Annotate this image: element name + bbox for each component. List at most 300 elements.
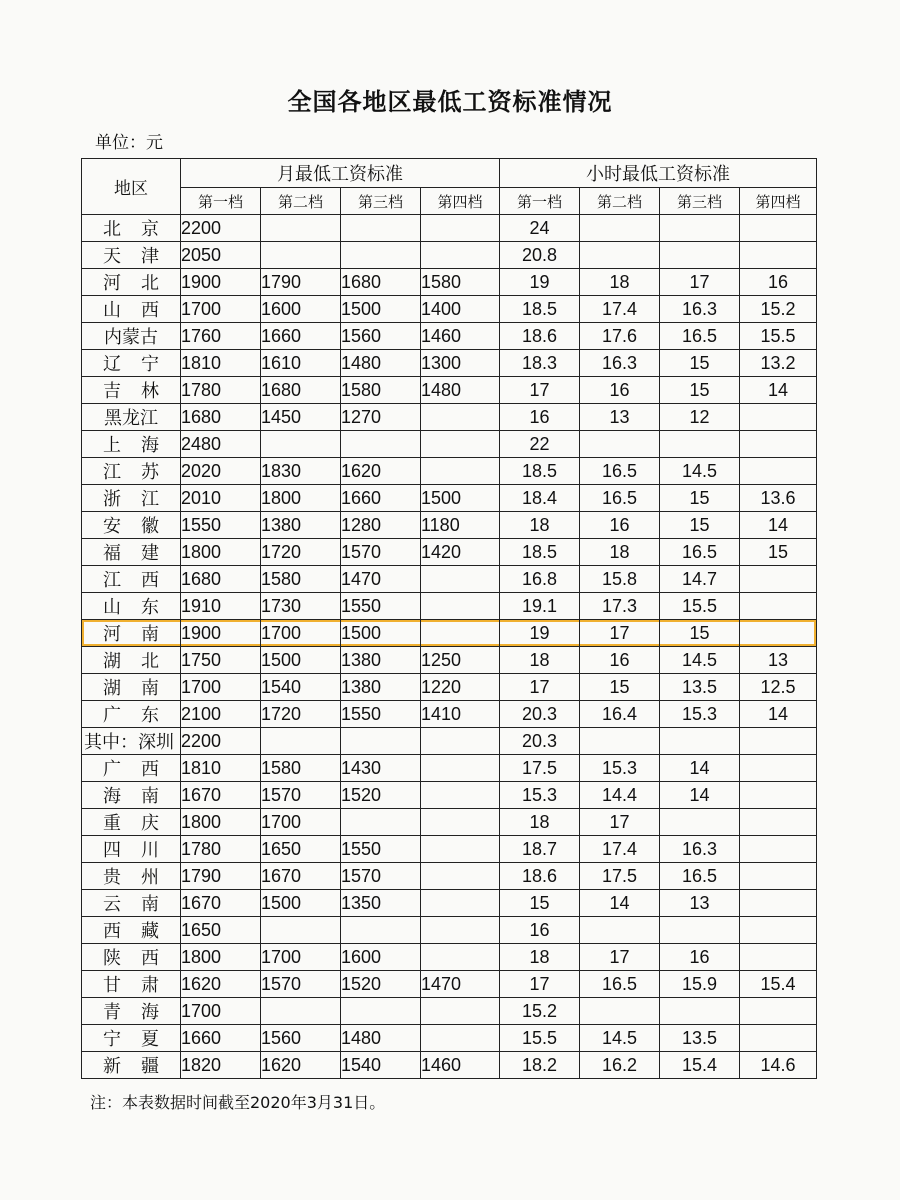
monthly-tier-4-cell xyxy=(421,836,500,863)
hourly-tier-1-cell: 17 xyxy=(500,674,580,701)
hourly-tier-3-cell: 15 xyxy=(660,485,740,512)
hourly-tier-1-cell: 18.5 xyxy=(500,539,580,566)
region-cell: 贵州 xyxy=(82,863,181,890)
hourly-tier-4-cell xyxy=(740,836,817,863)
monthly-tier-4-cell: 1400 xyxy=(421,296,500,323)
hourly-tier-4-cell xyxy=(740,998,817,1025)
region-cell: 天津 xyxy=(82,242,181,269)
hourly-tier-2-cell xyxy=(580,728,660,755)
monthly-tier-3-cell: 1480 xyxy=(341,350,421,377)
region-cell: 上海 xyxy=(82,431,181,458)
hourly-tier-2-cell: 16.4 xyxy=(580,701,660,728)
monthly-tier-1-cell: 1780 xyxy=(181,836,261,863)
hourly-tier-1-cell: 15.2 xyxy=(500,998,580,1025)
monthly-tier-3-cell: 1380 xyxy=(341,647,421,674)
hourly-tier-4-cell: 14 xyxy=(740,701,817,728)
monthly-tier-3-cell: 1500 xyxy=(341,620,421,647)
table-row xyxy=(82,728,817,755)
monthly-group-header: 月最低工资标准 xyxy=(181,159,500,188)
hourly-tier-4-cell xyxy=(740,566,817,593)
hourly-tier-4-cell: 15.5 xyxy=(740,323,817,350)
region-cell: 广东 xyxy=(82,701,181,728)
monthly-tier-1-cell: 1780 xyxy=(181,377,261,404)
region-cell: 新疆 xyxy=(82,1052,181,1079)
unit-label: 单位：元 xyxy=(95,133,163,153)
hourly-tier-2-cell: 13 xyxy=(580,404,660,431)
hourly-tier-1-cell: 24 xyxy=(500,215,580,242)
monthly-tier-1-cell: 1650 xyxy=(181,917,261,944)
table-row xyxy=(82,458,817,485)
table-row xyxy=(82,836,817,863)
hourly-tier-4-cell: 14.6 xyxy=(740,1052,817,1079)
monthly-tier-1-cell: 1900 xyxy=(181,620,261,647)
monthly-tier-4-header: 第四档 xyxy=(421,188,500,215)
monthly-tier-1-cell: 2200 xyxy=(181,728,261,755)
monthly-tier-3-cell: 1470 xyxy=(341,566,421,593)
monthly-tier-3-cell: 1540 xyxy=(341,1052,421,1079)
hourly-tier-1-cell: 15.3 xyxy=(500,782,580,809)
hourly-tier-4-cell: 15.4 xyxy=(740,971,817,998)
monthly-tier-3-cell xyxy=(341,242,421,269)
hourly-tier-3-cell: 15 xyxy=(660,350,740,377)
monthly-tier-4-cell: 1220 xyxy=(421,674,500,701)
monthly-tier-4-cell xyxy=(421,728,500,755)
monthly-tier-2-cell: 1720 xyxy=(261,701,341,728)
monthly-tier-3-cell: 1550 xyxy=(341,836,421,863)
region-cell: 其中：深圳 xyxy=(82,728,181,755)
monthly-tier-2-cell: 1680 xyxy=(261,377,341,404)
hourly-tier-3-cell: 16.5 xyxy=(660,539,740,566)
monthly-tier-3-cell: 1380 xyxy=(341,674,421,701)
hourly-tier-4-cell: 16 xyxy=(740,269,817,296)
monthly-tier-4-cell xyxy=(421,998,500,1025)
hourly-tier-2-cell: 16 xyxy=(580,647,660,674)
hourly-tier-3-header: 第三档 xyxy=(660,188,740,215)
hourly-tier-4-cell xyxy=(740,593,817,620)
hourly-tier-2-cell: 14 xyxy=(580,890,660,917)
region-cell: 青海 xyxy=(82,998,181,1025)
monthly-tier-2-cell: 1660 xyxy=(261,323,341,350)
hourly-tier-1-cell: 17 xyxy=(500,971,580,998)
monthly-tier-1-cell: 1670 xyxy=(181,890,261,917)
region-cell: 西藏 xyxy=(82,917,181,944)
monthly-tier-2-cell: 1500 xyxy=(261,890,341,917)
table-row xyxy=(82,1052,817,1079)
table-row xyxy=(82,296,817,323)
monthly-tier-3-cell: 1520 xyxy=(341,782,421,809)
monthly-tier-2-cell: 1670 xyxy=(261,863,341,890)
monthly-tier-1-cell: 2200 xyxy=(181,215,261,242)
monthly-tier-1-cell: 2010 xyxy=(181,485,261,512)
table-row xyxy=(82,377,817,404)
monthly-tier-3-cell: 1350 xyxy=(341,890,421,917)
monthly-tier-4-cell xyxy=(421,782,500,809)
monthly-tier-4-cell: 1300 xyxy=(421,350,500,377)
region-cell: 河北 xyxy=(82,269,181,296)
monthly-tier-2-header: 第二档 xyxy=(261,188,341,215)
hourly-tier-2-cell: 17 xyxy=(580,944,660,971)
table-row xyxy=(82,1025,817,1052)
region-cell: 辽宁 xyxy=(82,350,181,377)
table-row xyxy=(82,404,817,431)
hourly-tier-2-cell: 15 xyxy=(580,674,660,701)
monthly-tier-1-cell: 1760 xyxy=(181,323,261,350)
hourly-tier-1-cell: 17 xyxy=(500,377,580,404)
monthly-tier-2-cell: 1600 xyxy=(261,296,341,323)
monthly-tier-1-cell: 1820 xyxy=(181,1052,261,1079)
monthly-tier-3-cell: 1570 xyxy=(341,539,421,566)
hourly-tier-4-cell xyxy=(740,215,817,242)
monthly-tier-4-cell: 1470 xyxy=(421,971,500,998)
region-cell: 吉林 xyxy=(82,377,181,404)
monthly-tier-4-cell: 1480 xyxy=(421,377,500,404)
monthly-tier-4-cell: 1580 xyxy=(421,269,500,296)
monthly-tier-3-cell: 1570 xyxy=(341,863,421,890)
region-cell: 山西 xyxy=(82,296,181,323)
hourly-tier-2-cell: 15.3 xyxy=(580,755,660,782)
hourly-tier-1-cell: 20.3 xyxy=(500,701,580,728)
footnote: 注：本表数据时间截至2020年3月31日。 xyxy=(90,1093,386,1112)
hourly-tier-3-cell: 15.3 xyxy=(660,701,740,728)
hourly-tier-4-cell: 15 xyxy=(740,539,817,566)
hourly-tier-3-cell: 16.5 xyxy=(660,863,740,890)
hourly-tier-3-cell: 16.5 xyxy=(660,323,740,350)
region-cell: 广西 xyxy=(82,755,181,782)
hourly-tier-1-cell: 16 xyxy=(500,917,580,944)
table-row xyxy=(82,620,817,647)
monthly-tier-3-cell xyxy=(341,998,421,1025)
region-cell: 陕西 xyxy=(82,944,181,971)
hourly-tier-4-cell xyxy=(740,809,817,836)
hourly-tier-2-cell: 17.6 xyxy=(580,323,660,350)
monthly-tier-3-cell xyxy=(341,215,421,242)
monthly-tier-2-cell: 1380 xyxy=(261,512,341,539)
monthly-tier-3-cell: 1560 xyxy=(341,323,421,350)
monthly-tier-4-cell: 1410 xyxy=(421,701,500,728)
hourly-tier-2-cell: 16 xyxy=(580,512,660,539)
monthly-tier-1-cell: 1800 xyxy=(181,809,261,836)
hourly-tier-3-cell xyxy=(660,215,740,242)
monthly-tier-2-cell: 1700 xyxy=(261,944,341,971)
monthly-tier-1-cell: 2100 xyxy=(181,701,261,728)
monthly-tier-1-cell: 1700 xyxy=(181,674,261,701)
hourly-tier-1-cell: 18 xyxy=(500,944,580,971)
hourly-tier-1-cell: 19 xyxy=(500,620,580,647)
hourly-tier-3-cell: 14 xyxy=(660,782,740,809)
monthly-tier-2-cell xyxy=(261,728,341,755)
hourly-tier-3-cell: 13.5 xyxy=(660,1025,740,1052)
region-cell: 河南 xyxy=(82,620,181,647)
region-cell: 安徽 xyxy=(82,512,181,539)
monthly-tier-1-cell: 2020 xyxy=(181,458,261,485)
monthly-tier-2-cell: 1570 xyxy=(261,971,341,998)
region-cell: 内蒙古 xyxy=(82,323,181,350)
table-row xyxy=(82,917,817,944)
table-row xyxy=(82,755,817,782)
monthly-tier-1-cell: 1800 xyxy=(181,944,261,971)
hourly-tier-3-cell: 15 xyxy=(660,377,740,404)
monthly-tier-4-cell: 1500 xyxy=(421,485,500,512)
hourly-tier-3-cell: 15.9 xyxy=(660,971,740,998)
monthly-tier-4-cell xyxy=(421,944,500,971)
hourly-tier-1-cell: 19.1 xyxy=(500,593,580,620)
table-row xyxy=(82,944,817,971)
hourly-tier-3-cell: 12 xyxy=(660,404,740,431)
hourly-tier-2-cell: 14.4 xyxy=(580,782,660,809)
monthly-tier-1-cell: 1670 xyxy=(181,782,261,809)
hourly-tier-1-cell: 18 xyxy=(500,809,580,836)
monthly-tier-1-cell: 1790 xyxy=(181,863,261,890)
monthly-tier-1-cell: 1550 xyxy=(181,512,261,539)
hourly-tier-4-cell xyxy=(740,1025,817,1052)
monthly-tier-4-cell: 1420 xyxy=(421,539,500,566)
hourly-tier-4-cell xyxy=(740,944,817,971)
hourly-tier-4-cell: 14 xyxy=(740,377,817,404)
hourly-tier-2-header: 第二档 xyxy=(580,188,660,215)
monthly-tier-2-cell: 1730 xyxy=(261,593,341,620)
hourly-tier-4-cell xyxy=(740,782,817,809)
table-row xyxy=(82,350,817,377)
monthly-tier-2-cell xyxy=(261,431,341,458)
hourly-tier-2-cell xyxy=(580,917,660,944)
hourly-tier-4-cell xyxy=(740,242,817,269)
hourly-tier-1-cell: 16.8 xyxy=(500,566,580,593)
monthly-tier-1-cell: 1900 xyxy=(181,269,261,296)
hourly-tier-3-cell: 15 xyxy=(660,512,740,539)
monthly-tier-3-cell: 1270 xyxy=(341,404,421,431)
region-cell: 北京 xyxy=(82,215,181,242)
monthly-tier-3-cell xyxy=(341,917,421,944)
hourly-tier-4-cell: 13.6 xyxy=(740,485,817,512)
table-row xyxy=(82,242,817,269)
monthly-tier-2-cell: 1540 xyxy=(261,674,341,701)
hourly-tier-2-cell: 17 xyxy=(580,620,660,647)
hourly-tier-2-cell: 16.3 xyxy=(580,350,660,377)
monthly-tier-3-cell: 1550 xyxy=(341,701,421,728)
hourly-tier-2-cell xyxy=(580,431,660,458)
monthly-tier-1-cell: 1910 xyxy=(181,593,261,620)
hourly-tier-1-cell: 18.6 xyxy=(500,863,580,890)
monthly-tier-4-cell xyxy=(421,917,500,944)
monthly-tier-3-cell: 1550 xyxy=(341,593,421,620)
hourly-tier-2-cell: 16.5 xyxy=(580,485,660,512)
monthly-tier-1-cell: 1700 xyxy=(181,296,261,323)
hourly-tier-2-cell: 17.3 xyxy=(580,593,660,620)
hourly-tier-3-cell: 16.3 xyxy=(660,836,740,863)
monthly-tier-4-cell xyxy=(421,809,500,836)
hourly-tier-3-cell xyxy=(660,998,740,1025)
hourly-tier-3-cell: 14.5 xyxy=(660,458,740,485)
region-cell: 福建 xyxy=(82,539,181,566)
hourly-tier-1-cell: 18.3 xyxy=(500,350,580,377)
region-cell: 江西 xyxy=(82,566,181,593)
hourly-tier-1-cell: 18.5 xyxy=(500,458,580,485)
monthly-tier-3-cell xyxy=(341,431,421,458)
monthly-tier-3-cell: 1600 xyxy=(341,944,421,971)
hourly-tier-2-cell xyxy=(580,998,660,1025)
hourly-tier-1-cell: 18.6 xyxy=(500,323,580,350)
hourly-tier-1-cell: 18.4 xyxy=(500,485,580,512)
monthly-tier-2-cell: 1720 xyxy=(261,539,341,566)
hourly-tier-3-cell xyxy=(660,809,740,836)
hourly-tier-4-cell xyxy=(740,458,817,485)
hourly-tier-3-cell xyxy=(660,728,740,755)
hourly-tier-1-cell: 15.5 xyxy=(500,1025,580,1052)
hourly-tier-1-cell: 18 xyxy=(500,512,580,539)
monthly-tier-2-cell: 1650 xyxy=(261,836,341,863)
table-row xyxy=(82,431,817,458)
table-row xyxy=(82,701,817,728)
monthly-tier-2-cell: 1620 xyxy=(261,1052,341,1079)
monthly-tier-4-cell: 1250 xyxy=(421,647,500,674)
monthly-tier-4-cell xyxy=(421,1025,500,1052)
hourly-tier-4-cell xyxy=(740,620,817,647)
hourly-tier-3-cell: 14.7 xyxy=(660,566,740,593)
region-cell: 山东 xyxy=(82,593,181,620)
region-cell: 湖北 xyxy=(82,647,181,674)
hourly-tier-4-cell xyxy=(740,917,817,944)
table-row xyxy=(82,809,817,836)
hourly-tier-3-cell: 17 xyxy=(660,269,740,296)
table-row xyxy=(82,782,817,809)
region-cell: 湖南 xyxy=(82,674,181,701)
hourly-tier-3-cell: 13 xyxy=(660,890,740,917)
monthly-tier-2-cell xyxy=(261,215,341,242)
region-cell: 重庆 xyxy=(82,809,181,836)
monthly-tier-2-cell: 1610 xyxy=(261,350,341,377)
monthly-tier-4-cell xyxy=(421,890,500,917)
region-cell: 江苏 xyxy=(82,458,181,485)
hourly-tier-2-cell: 16.2 xyxy=(580,1052,660,1079)
monthly-tier-3-cell xyxy=(341,728,421,755)
monthly-tier-3-cell: 1660 xyxy=(341,485,421,512)
table-row xyxy=(82,512,817,539)
hourly-tier-3-cell: 14.5 xyxy=(660,647,740,674)
hourly-tier-2-cell: 18 xyxy=(580,539,660,566)
hourly-tier-4-cell: 15.2 xyxy=(740,296,817,323)
monthly-tier-1-cell: 1660 xyxy=(181,1025,261,1052)
table-row xyxy=(82,971,817,998)
hourly-tier-1-cell: 22 xyxy=(500,431,580,458)
table-row xyxy=(82,674,817,701)
table-row xyxy=(82,863,817,890)
table-body xyxy=(82,215,817,1079)
table-row xyxy=(82,890,817,917)
region-header: 地区 xyxy=(82,159,181,215)
hourly-tier-1-header: 第一档 xyxy=(500,188,580,215)
monthly-tier-3-cell: 1680 xyxy=(341,269,421,296)
region-cell: 海南 xyxy=(82,782,181,809)
document-title: 全国各地区最低工资标准情况 xyxy=(287,88,613,116)
hourly-tier-1-cell: 18.7 xyxy=(500,836,580,863)
monthly-tier-4-cell xyxy=(421,458,500,485)
monthly-tier-4-cell xyxy=(421,755,500,782)
monthly-tier-4-cell xyxy=(421,620,500,647)
hourly-tier-1-cell: 16 xyxy=(500,404,580,431)
hourly-tier-2-cell: 16 xyxy=(580,377,660,404)
monthly-tier-3-cell: 1430 xyxy=(341,755,421,782)
monthly-tier-4-cell: 1460 xyxy=(421,323,500,350)
hourly-tier-2-cell xyxy=(580,242,660,269)
table-row xyxy=(82,593,817,620)
monthly-tier-4-cell xyxy=(421,863,500,890)
monthly-tier-4-cell xyxy=(421,593,500,620)
region-cell: 云南 xyxy=(82,890,181,917)
monthly-tier-3-cell: 1520 xyxy=(341,971,421,998)
monthly-tier-4-cell xyxy=(421,215,500,242)
table-row xyxy=(82,539,817,566)
hourly-tier-3-cell: 15 xyxy=(660,620,740,647)
monthly-tier-3-cell: 1580 xyxy=(341,377,421,404)
monthly-tier-2-cell xyxy=(261,998,341,1025)
hourly-tier-4-cell xyxy=(740,863,817,890)
monthly-tier-2-cell: 1580 xyxy=(261,566,341,593)
hourly-tier-3-cell: 14 xyxy=(660,755,740,782)
hourly-tier-3-cell xyxy=(660,917,740,944)
monthly-tier-1-cell: 1680 xyxy=(181,404,261,431)
hourly-tier-2-cell: 15.8 xyxy=(580,566,660,593)
hourly-tier-3-cell: 16 xyxy=(660,944,740,971)
hourly-tier-1-cell: 15 xyxy=(500,890,580,917)
hourly-tier-4-cell xyxy=(740,890,817,917)
monthly-tier-3-cell xyxy=(341,809,421,836)
monthly-tier-2-cell: 1450 xyxy=(261,404,341,431)
monthly-tier-2-cell: 1700 xyxy=(261,620,341,647)
table-row xyxy=(82,485,817,512)
hourly-tier-1-cell: 17.5 xyxy=(500,755,580,782)
hourly-tier-1-cell: 18 xyxy=(500,647,580,674)
monthly-tier-1-cell: 1800 xyxy=(181,539,261,566)
table-row xyxy=(82,566,817,593)
hourly-tier-4-cell: 14 xyxy=(740,512,817,539)
monthly-tier-1-cell: 2480 xyxy=(181,431,261,458)
region-cell: 黑龙江 xyxy=(82,404,181,431)
monthly-tier-2-cell: 1800 xyxy=(261,485,341,512)
hourly-tier-3-cell: 13.5 xyxy=(660,674,740,701)
table-row xyxy=(82,323,817,350)
region-cell: 四川 xyxy=(82,836,181,863)
hourly-tier-2-cell: 17.4 xyxy=(580,296,660,323)
monthly-tier-2-cell: 1560 xyxy=(261,1025,341,1052)
hourly-tier-3-cell: 16.3 xyxy=(660,296,740,323)
monthly-tier-1-cell: 1810 xyxy=(181,755,261,782)
monthly-tier-3-cell: 1280 xyxy=(341,512,421,539)
monthly-tier-1-cell: 1620 xyxy=(181,971,261,998)
monthly-tier-2-cell: 1830 xyxy=(261,458,341,485)
monthly-tier-2-cell: 1500 xyxy=(261,647,341,674)
monthly-tier-2-cell: 1580 xyxy=(261,755,341,782)
monthly-tier-4-cell: 1180 xyxy=(421,512,500,539)
monthly-tier-1-cell: 1680 xyxy=(181,566,261,593)
monthly-tier-4-cell: 1460 xyxy=(421,1052,500,1079)
monthly-tier-1-header: 第一档 xyxy=(181,188,261,215)
monthly-tier-1-cell: 2050 xyxy=(181,242,261,269)
hourly-tier-4-cell xyxy=(740,404,817,431)
region-cell: 宁夏 xyxy=(82,1025,181,1052)
hourly-tier-3-cell xyxy=(660,242,740,269)
hourly-tier-4-cell xyxy=(740,431,817,458)
monthly-tier-4-cell xyxy=(421,566,500,593)
table-row xyxy=(82,269,817,296)
hourly-tier-2-cell: 14.5 xyxy=(580,1025,660,1052)
monthly-tier-3-cell: 1480 xyxy=(341,1025,421,1052)
minimum-wage-table xyxy=(81,158,817,1079)
monthly-tier-4-cell xyxy=(421,242,500,269)
monthly-tier-1-cell: 1700 xyxy=(181,998,261,1025)
hourly-tier-2-cell: 17 xyxy=(580,809,660,836)
monthly-tier-2-cell xyxy=(261,917,341,944)
hourly-tier-3-cell: 15.5 xyxy=(660,593,740,620)
